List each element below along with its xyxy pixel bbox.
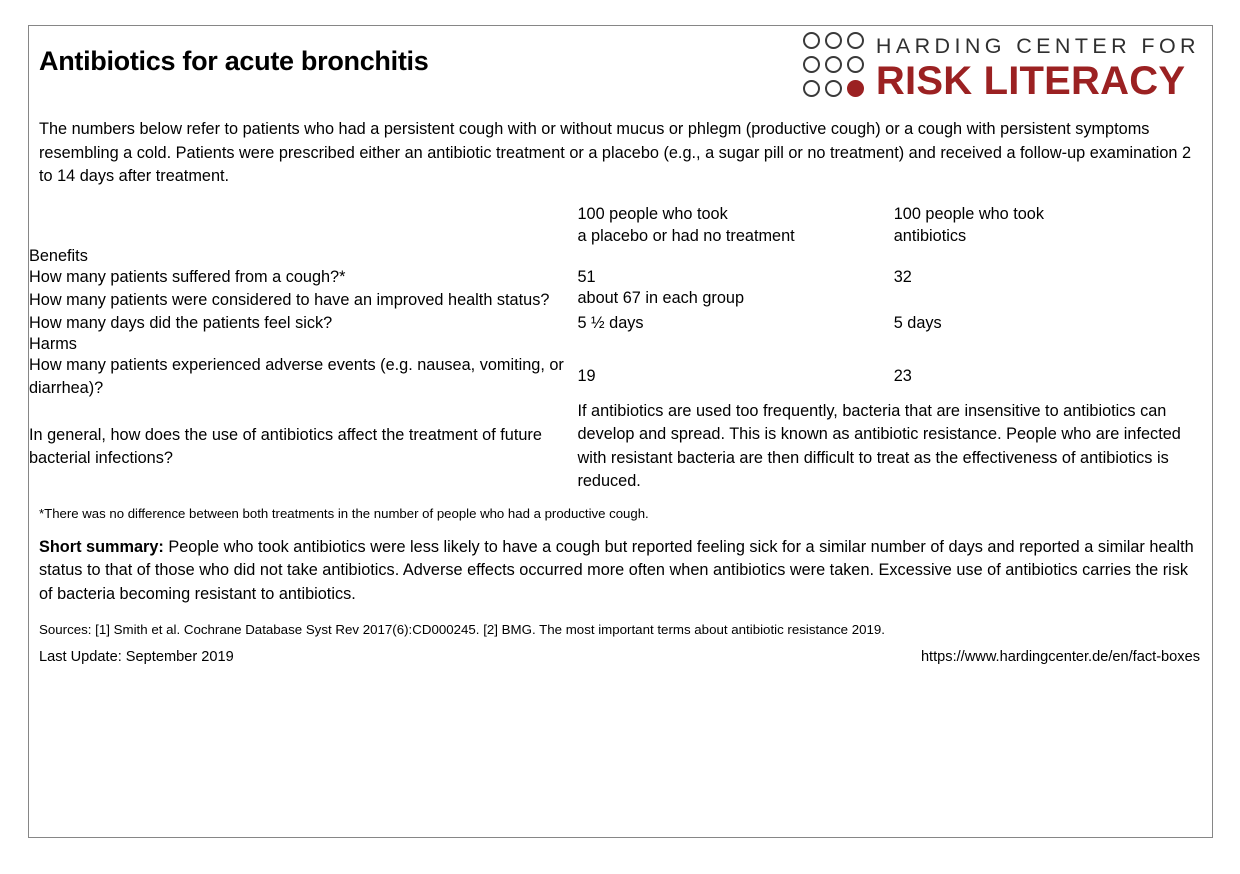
row-value-adverse-events-control: 19 (577, 367, 596, 385)
short-summary (39, 536, 1200, 607)
table-row (29, 266, 1212, 289)
column-header-treatment (894, 203, 1212, 247)
logo-dot-grid-icon (803, 32, 869, 104)
spacer-cell (577, 335, 893, 354)
row-value-cough-treatment: 32 (893, 267, 912, 286)
column-header-control-line2: a placebo or had no treatment (577, 226, 795, 245)
logo-dot-4 (803, 56, 820, 73)
logo-dot-3 (847, 32, 864, 49)
row-value-cough-control: 51 (577, 267, 596, 286)
fact-box-panel (28, 25, 1213, 838)
logo-dot-5 (825, 56, 842, 73)
column-header-treatment-line1: 100 people who took (893, 204, 1044, 223)
table-row (29, 289, 1212, 312)
logo-wordmark (876, 29, 1200, 103)
table-row (29, 354, 1212, 400)
website-url[interactable]: https://www.hardingcenter.de/en/fact-boxes (920, 649, 1200, 665)
logo-dot-6 (847, 56, 864, 73)
row-question-adverse-events: How many patients experienced adverse events (e.g. nausea, vomiting, or diarrhea)? (29, 355, 564, 397)
row-value-health-status-span: about 67 in each group (577, 288, 745, 307)
row-value-days-sick-control: 5 ½ days (577, 313, 644, 332)
header (29, 26, 1212, 118)
column-header-treatment-line2: antibiotics (893, 226, 967, 245)
row-question-cough: How many patients suffered from a cough?* (29, 267, 346, 286)
table-header-row (29, 203, 1212, 247)
logo-dot-1 (803, 32, 820, 49)
page-title: Antibiotics for acute bronchitis (39, 46, 429, 76)
logo-dot-9-filled (847, 80, 864, 97)
intro-paragraph: The numbers below refer to patients who had a persistent cough with or without mucus or phlegm (productive cough) or a cough with persistent symptoms resembling a cold. Patients were prescribed either an antibiotic treatment or a placebo (e.g., a sugar pill or no treatment) and received a follow-up examination 2 to 14 days after treatment. (39, 120, 1192, 185)
section-heading-row-benefits (29, 247, 1212, 266)
footer (39, 649, 1200, 665)
spacer-cell (577, 247, 893, 266)
logo-line-harding-center-for: HARDING CENTER FOR (875, 34, 1200, 58)
harding-center-logo (803, 29, 1200, 104)
table-row (29, 312, 1212, 335)
section-heading-benefits: Benefits (29, 246, 88, 265)
logo-dot-8 (825, 80, 842, 97)
column-header-control-line1: 100 people who took (577, 204, 728, 223)
row-value-days-sick-treatment: 5 days (893, 313, 942, 332)
last-update-label: Last Update: September 2019 (39, 649, 234, 665)
row-value-adverse-events-treatment: 23 (893, 367, 912, 385)
row-question-future-infections: In general, how does the use of antibiotics affect the treatment of future bacterial infections? (29, 425, 542, 467)
row-question-days-sick: How many days did the patients feel sick? (29, 313, 333, 332)
short-summary-text: People who took antibiotics were less likely to have a cough but reported feeling sick for a similar number of days and reported a similar health status to that of those who did not take antibiotics. Adverse effects occurred more often when antibiotics were taken. Excessive use of antibiotics carries the risk of bacteria becoming resistant to antibiotics. (39, 537, 1194, 603)
logo-dot-2 (825, 32, 842, 49)
logo-line-risk-literacy: RISK LITERACY (875, 59, 1186, 103)
short-summary-label: Short summary: (39, 537, 164, 556)
spacer-cell (894, 247, 1212, 266)
logo-dot-7 (803, 80, 820, 97)
row-value-antibiotic-resistance-span: If antibiotics are used too frequently, bacteria that are insensitive to antibiotics can develop and spread. This is known as antibiotic resistance. People who are infected with resistant bacteria are then difficult to treat as the effectiveness of antibiotics is reduced. (577, 401, 1181, 490)
column-header-label (29, 203, 577, 247)
sources-line: Sources: [1] Smith et al. Cochrane Database Syst Rev 2017(6):CD000245. [2] BMG. The most important terms about antibiotic resistance 2019. (39, 622, 886, 637)
footnote: *There was no difference between both treatments in the number of people who had a productive cough. (39, 505, 649, 521)
section-heading-row-harms (29, 335, 1212, 354)
column-header-control (577, 203, 893, 247)
spacer-cell (894, 335, 1212, 354)
fact-box-table (29, 203, 1212, 494)
table-row (29, 400, 1212, 494)
section-heading-harms: Harms (29, 334, 77, 353)
row-question-health-status: How many patients were considered to have an improved health status? (29, 290, 550, 309)
